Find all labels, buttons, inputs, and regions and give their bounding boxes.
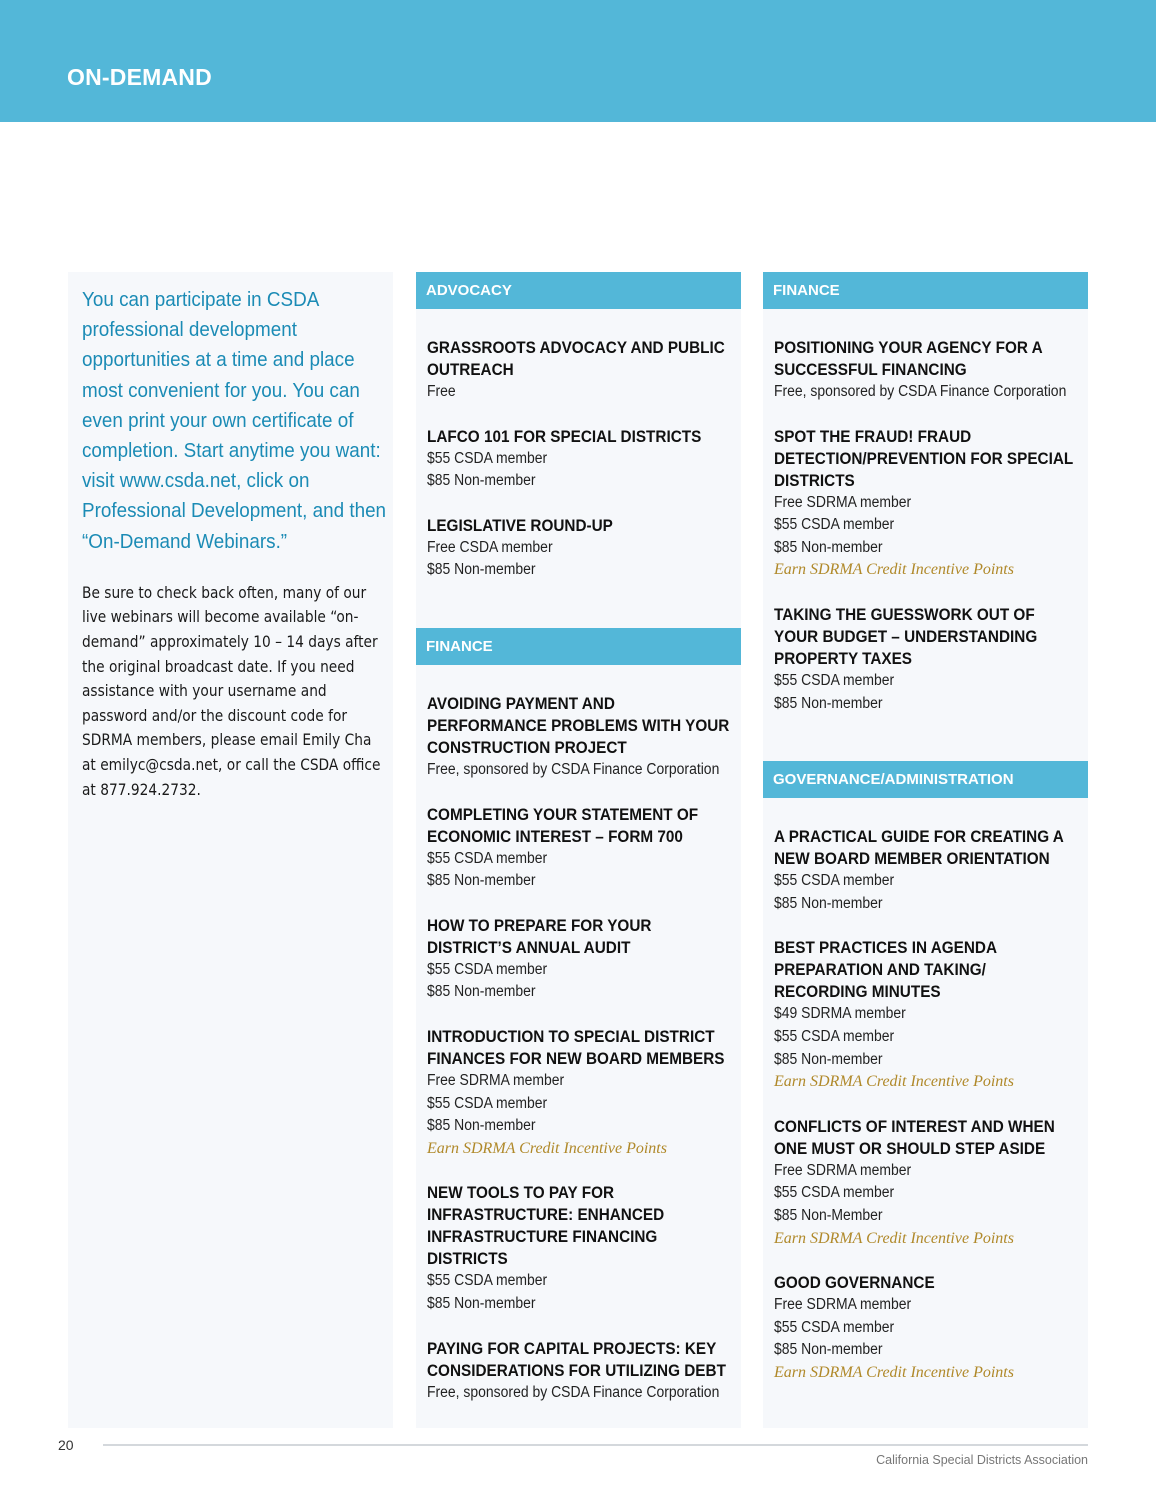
webinar-price: $85 Non-member [427,561,536,579]
section-header-advocacy: ADVOCACY [416,272,741,309]
webinar-item [774,337,1078,404]
webinar-item [427,1338,731,1405]
webinar-price: $55 CSDA member [427,849,548,867]
webinar-item [427,693,731,782]
intro-column [68,272,393,1428]
webinar-list [416,665,741,1404]
webinar-price: $85 Non-member [427,472,536,490]
webinar-price: $55 CSDA member [774,516,895,534]
webinar-price: $55 CSDA member [427,1272,548,1290]
incentive-note: Earn SDRMA Credit Incentive Points [427,1139,667,1157]
webinar-title: AVOIDING PAYMENT AND PERFORMANCE PROBLEMS WITH YOUR CONSTRUCTION PROJECT [427,693,730,757]
webinar-price: $85 Non-member [427,1294,536,1312]
webinar-price: $85 Non-member [774,538,883,556]
webinar-title: SPOT THE FRAUD! FRAUD DETECTION/PREVENTION FOR SPECIAL DISTRICTS [774,426,1073,490]
webinar-item [774,1116,1078,1250]
footer-organization: California Special Districts Association [876,1453,1088,1467]
incentive-note: Earn SDRMA Credit Incentive Points [774,1229,1014,1247]
webinar-price: Free, sponsored by CSDA Finance Corporation [427,1383,720,1401]
webinar-title: LAFCO 101 FOR SPECIAL DISTRICTS [427,426,702,446]
webinar-price: $55 CSDA member [774,872,895,890]
section-gap [416,604,741,628]
webinar-price: $55 CSDA member [427,1094,548,1112]
incentive-note: Earn SDRMA Credit Incentive Points [774,1363,1014,1381]
webinar-item [427,426,731,493]
webinar-item [774,604,1078,715]
page-title: ON-DEMAND [67,64,212,90]
webinar-price: Free SDRMA member [774,1296,912,1314]
webinar-price: $85 Non-member [427,983,536,1001]
webinar-price: $85 Non-member [427,872,536,890]
footer-divider [103,1444,1088,1446]
webinar-title: HOW TO PREPARE FOR YOUR DISTRICT’S ANNUAL AUDIT [427,915,652,957]
section-header-finance: FINANCE [763,272,1088,309]
webinar-item [427,804,731,893]
webinar-item [774,826,1078,915]
webinar-price: $85 Non-member [774,1341,883,1359]
webinar-title: BEST PRACTICES IN AGENDA PREPARATION AND TAKING/ RECORDING MINUTES [774,938,997,1002]
webinar-price: $85 Non-member [774,694,883,712]
webinar-title: TAKING THE GUESSWORK OUT OF YOUR BUDGET – UNDERSTANDING PROPERTY TAXES [774,604,1038,668]
webinar-item [427,1026,731,1160]
webinar-title: POSITIONING YOUR AGENCY FOR A SUCCESSFUL FINANCING [774,338,1043,379]
webinar-price: $85 Non-member [774,1050,883,1068]
intro-body-text: Be sure to check back often, many of our live webinars will become available “on-demand” approximately 10 – 14 days after the original broadcast date. If you need assistance with your username and password and/or the discount code for SDRMA members, please email Emily Cha at emilyc@csda.net, or call the CSDA office at 877.924.2732. [82,582,381,799]
right-column [763,272,1088,1428]
webinar-item [427,515,731,582]
webinar-item [774,1272,1078,1384]
intro-lead-text: You can participate in CSDA professional development opportunities at a time and place most convenient for you. You can even print your own certificate of completion. Start anytime you want: visit www.csda.net, click on Professional Development, and then “On-Demand Webinars.” [82,288,387,553]
webinar-price: $85 Non-member [427,1117,536,1135]
webinar-title: GOOD GOVERNANCE [774,1273,935,1293]
webinar-list [763,798,1088,1384]
webinar-price: $55 CSDA member [774,1184,895,1202]
webinar-item [774,937,1078,1093]
webinar-price: Free SDRMA member [774,1161,912,1179]
webinar-price: Free, sponsored by CSDA Finance Corporation [774,383,1067,400]
webinar-price: Free, sponsored by CSDA Finance Corporation [427,760,720,778]
section-header-governance-administration: GOVERNANCE/ADMINISTRATION [763,761,1088,798]
webinar-item [427,337,731,404]
webinar-price: Free [427,383,456,400]
webinar-price: $85 Non-member [774,894,883,912]
incentive-note: Earn SDRMA Credit Incentive Points [774,561,1014,579]
webinar-item [774,426,1078,582]
webinar-title: CONFLICTS OF INTEREST AND WHEN ONE MUST OR SHOULD STEP ASIDE [774,1116,1055,1158]
webinar-title: PAYING FOR CAPITAL PROJECTS: KEY CONSIDERATIONS FOR UTILIZING DEBT [427,1338,726,1380]
webinar-list [763,309,1088,715]
webinar-item [427,1182,731,1315]
webinar-title: A PRACTICAL GUIDE FOR CREATING A NEW BOARD MEMBER ORIENTATION [774,827,1064,869]
webinar-price: Free SDRMA member [774,493,912,511]
middle-column [416,272,741,1428]
webinar-title: GRASSROOTS ADVOCACY AND PUBLIC OUTREACH [427,338,725,379]
webinar-price: Free SDRMA member [427,1071,565,1089]
webinar-price: $85 Non-Member [774,1206,883,1224]
webinar-title: INTRODUCTION TO SPECIAL DISTRICT FINANCES FOR NEW BOARD MEMBERS [427,1026,725,1068]
page-number: 20 [58,1437,74,1453]
webinar-item [427,915,731,1004]
webinar-title: LEGISLATIVE ROUND-UP [427,515,613,535]
webinar-price: $55 CSDA member [774,1318,895,1336]
webinar-price: $55 CSDA member [774,671,895,689]
webinar-price: $49 SDRMA member [774,1005,906,1023]
webinar-price: $55 CSDA member [427,449,548,467]
section-header-finance: FINANCE [416,628,741,665]
webinar-price: $55 CSDA member [427,960,548,978]
webinar-title: NEW TOOLS TO PAY FOR INFRASTRUCTURE: ENHANCED INFRASTRUCTURE FINANCING DISTRICTS [427,1183,665,1269]
webinar-price: Free CSDA member [427,538,553,556]
incentive-note: Earn SDRMA Credit Incentive Points [774,1073,1014,1091]
section-gap [763,737,1088,761]
webinar-title: COMPLETING YOUR STATEMENT OF ECONOMIC INTEREST – FORM 700 [427,804,699,846]
header-banner [0,0,1156,122]
webinar-list [416,309,741,582]
webinar-price: $55 CSDA member [774,1027,895,1045]
